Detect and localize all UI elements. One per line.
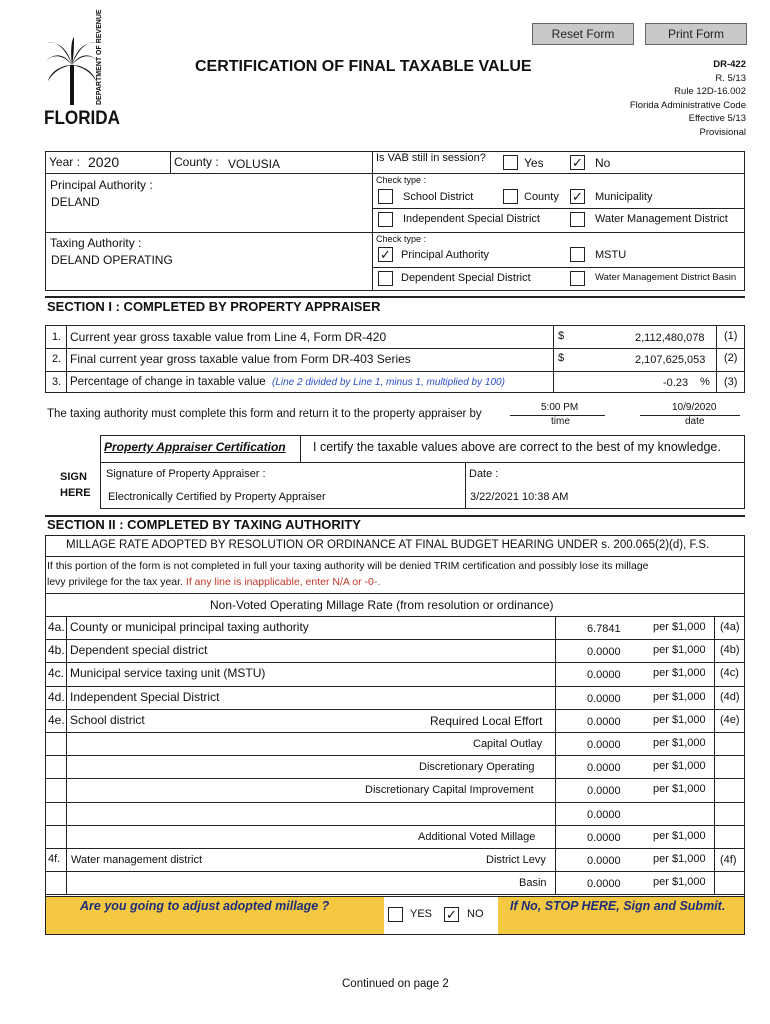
millage-per-7: per $1,000 (653, 783, 706, 795)
mstu-checkbox[interactable] (570, 247, 585, 262)
due-time[interactable]: 5:00 PM (541, 402, 579, 413)
vab-yes-checkbox[interactable] (503, 155, 518, 170)
row-4e-value[interactable]: 0.0000 (587, 716, 621, 728)
millage-value-10[interactable]: 0.0000 (587, 855, 621, 867)
capital-outlay-label: Capital Outlay (473, 738, 543, 750)
millage-per-10: per $1,000 (653, 853, 706, 865)
principal-authority-checkbox[interactable]: ✓ (378, 247, 393, 262)
taxing-authority-label: Taxing Authority : (50, 236, 142, 250)
row-4f-ref: (4f) (720, 854, 737, 866)
millage-per-11: per $1,000 (653, 876, 706, 888)
section-1-title: SECTION I : COMPLETED BY PROPERTY APPRAISER (47, 299, 381, 314)
vab-yes-label: Yes (524, 156, 544, 170)
independent-special-district-label: Independent Special District (403, 213, 540, 225)
dependent-special-district-checkbox[interactable] (378, 271, 393, 286)
discretionary-operating-label: Discretionary Operating (419, 761, 535, 773)
principal-authority-field[interactable]: DELAND (51, 195, 100, 209)
row-4a-label: County or municipal principal taxing authority (70, 620, 309, 634)
principal-authority-label: Principal Authority : (50, 178, 153, 192)
row-4b-per: per $1,000 (653, 644, 706, 656)
millage-value-6[interactable]: 0.0000 (587, 762, 621, 774)
wmd-basin-checkbox[interactable] (570, 271, 585, 286)
certification-title: Property Appraiser Certification (104, 440, 286, 454)
print-form-button[interactable]: Print Form (645, 23, 747, 45)
millage-value-11[interactable]: 0.0000 (587, 878, 621, 890)
row-4c-id: 4c. (48, 666, 65, 680)
millage-per-6: per $1,000 (653, 760, 706, 772)
row-4e-label: School district (70, 713, 145, 727)
principal-authority-type-label: Principal Authority (401, 249, 490, 261)
row-4f-id: 4f. (48, 853, 61, 865)
line-3-label: Percentage of change in taxable value (70, 376, 266, 388)
municipality-label: Municipality (595, 191, 653, 203)
line-1-value[interactable]: 2,112,480,078 (635, 332, 705, 344)
row-4b-ref: (4b) (720, 644, 740, 656)
row-4f-label: Water management district (71, 854, 203, 866)
non-voted-heading: Non-Voted Operating Millage Rate (from resolution or ordinance) (210, 598, 554, 612)
millage-per-5: per $1,000 (653, 737, 706, 749)
row-4d-label: Independent Special District (70, 690, 220, 704)
year-field[interactable]: 2020 (86, 154, 166, 172)
dci-label: Discretionary Capital Improvement (365, 784, 534, 796)
millage-per-9: per $1,000 (653, 830, 706, 842)
warning-line-2: levy privilege for the tax year. If any line is inapplicable, enter N/A or -0-. (47, 576, 381, 588)
here-label: HERE (60, 487, 91, 499)
mstu-label: MSTU (595, 249, 627, 261)
row-4e-ref: (4e) (720, 714, 740, 726)
row-4a-id: 4a. (48, 620, 65, 634)
row-4a-value[interactable]: 6.7841 (587, 623, 621, 635)
return-by-text: The taxing authority must complete this form and return it to the property appraiser by (47, 408, 482, 420)
row-4e-per: per $1,000 (653, 714, 706, 726)
adjust-no-checkbox[interactable]: ✓ (444, 907, 459, 922)
due-date-label: date (685, 416, 705, 427)
row-4c-value[interactable]: 0.0000 (587, 669, 621, 681)
florida-palm-logo (44, 35, 100, 107)
line-2-value[interactable]: 2,107,625,053 (635, 354, 706, 366)
adjust-yes-label: YES (410, 908, 433, 920)
millage-value-7[interactable]: 0.0000 (587, 785, 621, 797)
reset-form-button[interactable]: Reset Form (532, 23, 634, 45)
row-4d-ref: (4d) (720, 691, 740, 703)
line-1-ref: (1) (724, 330, 738, 342)
millage-heading: MILLAGE RATE ADOPTED BY RESOLUTION OR ORDINANCE AT FINAL BUDGET HEARING UNDER s. 200.065(2)(d), F.S. (66, 539, 710, 551)
vab-no-checkbox[interactable]: ✓ (570, 155, 585, 170)
year-label: Year : (49, 155, 80, 169)
rle-label: Required Local Effort (430, 714, 543, 728)
dependent-special-district-label: Dependent Special District (401, 272, 531, 284)
line-3-value[interactable]: -0.23 (663, 377, 689, 389)
stop-here-text: If No, STOP HERE, Sign and Submit. (510, 899, 726, 913)
warning-line-1: If this portion of the form is not completed in full your taxing authority will be denied TRIM certification and possibly lose its millage (47, 560, 649, 572)
row-4b-label: Dependent special district (70, 643, 208, 657)
vab-no-label: No (595, 156, 611, 170)
line-3-formula: (Line 2 divided by Line 1, minus 1, multiplied by 100) (272, 377, 505, 388)
line-3-percent: % (700, 376, 710, 388)
due-time-label: time (551, 416, 570, 427)
adjust-question: Are you going to adjust adopted millage ? (80, 899, 330, 913)
signature-date-field[interactable]: 3/22/2021 10:38 AM (470, 491, 569, 503)
wmd-basin-label: Water Management District Basin (595, 272, 737, 283)
due-date[interactable]: 10/9/2020 (672, 402, 717, 413)
row-4a-per: per $1,000 (653, 621, 706, 633)
millage-value-9[interactable]: 0.0000 (587, 832, 621, 844)
line-1-label: Current year gross taxable value from Line 4, Form DR-420 (70, 330, 387, 344)
footer-continued: Continued on page 2 (342, 978, 449, 990)
line-2-number: 2. (52, 353, 62, 365)
county-type-label: County (524, 191, 559, 203)
avm-label: Additional Voted Millage (418, 831, 536, 843)
row-4c-ref: (4c) (720, 667, 739, 679)
row-4e-id: 4e. (48, 713, 65, 727)
line-1-dollar: $ (558, 330, 565, 342)
form-info: DR-422 R. 5/13 Rule 12D-16.002 Florida Administrative Code Effective 5/13 Provisional (629, 59, 746, 138)
water-management-checkbox[interactable] (570, 212, 585, 227)
municipality-checkbox[interactable]: ✓ (570, 189, 585, 204)
row-4a-ref: (4a) (720, 621, 740, 633)
section-2-box (45, 535, 745, 935)
section-2-title: SECTION II : COMPLETED BY TAXING AUTHORITY (47, 517, 361, 532)
millage-value-5[interactable]: 0.0000 (587, 739, 621, 751)
county-label: County : (174, 155, 219, 169)
adjust-no-label: NO (467, 908, 484, 920)
florida-logo-text: FLORIDA (44, 108, 120, 129)
line-2-label: Final current year gross taxable value from Form DR-403 Series (70, 352, 411, 366)
line-1-number: 1. (52, 331, 62, 343)
row-4b-id: 4b. (48, 643, 65, 657)
independent-special-district-checkbox[interactable] (378, 212, 393, 227)
school-district-checkbox[interactable] (378, 189, 393, 204)
line-2-ref: (2) (724, 352, 738, 364)
county-field[interactable]: VOLUSIA (228, 157, 281, 171)
line-3-ref: (3) (724, 376, 738, 388)
line-3-number: 3. (52, 376, 62, 388)
basin-label: Basin (519, 877, 547, 889)
row-4d-per: per $1,000 (653, 691, 706, 703)
county-checkbox[interactable] (503, 189, 518, 204)
check-type-label-2: Check type : (376, 234, 427, 244)
vab-question: Is VAB still in session? (376, 152, 486, 164)
signature-date-label: Date : (469, 468, 499, 480)
water-management-label: Water Management District (595, 213, 728, 225)
district-levy-label: District Levy (486, 854, 546, 866)
taxing-authority-field[interactable]: DELAND OPERATING (51, 253, 173, 267)
school-district-label: School District (403, 191, 474, 203)
row-4c-label: Municipal service taxing unit (MSTU) (70, 666, 266, 680)
row-4d-id: 4d. (48, 690, 65, 704)
millage-value-8[interactable]: 0.0000 (587, 809, 621, 821)
check-type-label: Check type : (376, 175, 427, 185)
dept-of-revenue-text: DEPARTMENT OF REVENUE (96, 9, 103, 105)
row-4b-value[interactable]: 0.0000 (587, 646, 621, 658)
certification-text: I certify the taxable values above are correct to the best of my knowledge. (313, 440, 721, 454)
signature-label: Signature of Property Appraiser : (106, 468, 266, 480)
sign-label: SIGN (60, 471, 87, 483)
row-4d-value[interactable]: 0.0000 (587, 693, 621, 705)
adjust-yes-checkbox[interactable] (388, 907, 403, 922)
form-title: CERTIFICATION OF FINAL TAXABLE VALUE (195, 58, 532, 75)
row-4c-per: per $1,000 (653, 667, 706, 679)
line-2-dollar: $ (558, 352, 565, 364)
signature-field[interactable]: Electronically Certified by Property Appraiser (108, 491, 326, 503)
